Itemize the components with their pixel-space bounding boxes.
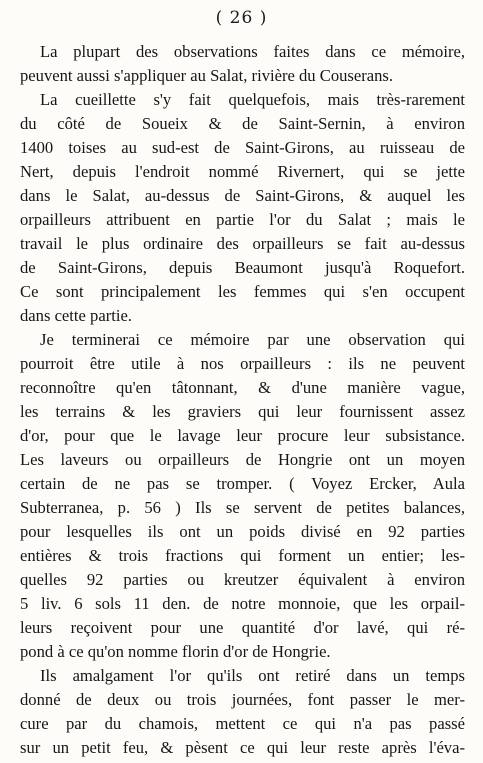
text-line: Je terminerai ce mémoire par une observation qui [40,330,465,349]
text-line: sur un petit feu, & pèsent ce qui leur reste après l'éva- [20,738,465,757]
text-line: dans le Salat, au-dessus de Saint-Girons, & auquel les [20,186,465,205]
text-line: de Saint-Girons, depuis Beaumont jusqu'à Roquefort. [20,258,465,277]
body-text [20,40,465,760]
paragraph-3 [20,328,465,664]
text-line: du côté de Soueix & de Saint-Sernin, à environ [20,114,465,133]
text-line: Ce sont principalement les femmes qui s'en occupent [20,282,465,301]
text-line: quelles 92 parties ou kreutzer équivalent à environ [20,570,465,589]
text-line: La cueillette s'y fait quelquefois, mais très-rarement [40,90,465,109]
text-line: pond à ce qu'on nomme florin d'or de Hongrie. [20,642,331,661]
text-line: Ils amalgament l'or qu'ils ont retiré dans un temps [40,666,465,685]
text-line: pourroit être utile à nos orpailleurs : ils ne peuvent [20,354,465,373]
paragraph-2 [20,88,465,328]
text-line: Subterranea, p. 56 ) Ils se servent de petites balances, [20,498,465,517]
page-number: ( 26 ) [215,8,268,28]
text-line: leurs reçoivent pour une quantité d'or lavé, qui ré- [20,618,465,637]
text-line: Nert, depuis l'endroit nommé Rivernert, qui se jette [20,162,465,181]
text-line: d'or, pour que le lavage leur procure leur subsistance. [20,426,465,445]
text-line: cure par du chamois, mettent ce qui n'a pas passé [20,714,465,733]
text-line: peuvent aussi s'appliquer au Salat, rivière du Couserans. [20,66,394,85]
text-line: travail le plus ordinaire des orpailleurs se fait au-dessus [20,234,465,253]
text-line: donné de deux ou trois journées, font passer le mer- [20,690,465,709]
text-line: dans cette partie. [20,306,132,325]
text-line: entières & trois fractions qui forment un entier; les- [20,546,465,565]
text-line: La plupart des observations faites dans ce mémoire, [40,42,465,61]
paragraph-4 [20,664,465,760]
text-line: 1400 toises au sud-est de Saint-Girons, au ruisseau de [20,138,465,157]
text-line: 5 liv. 6 sols 11 den. de notre monnoie, que les orpail- [20,594,465,613]
text-line: reconnoître qu'en tâtonnant, & d'une manière vague, [20,378,465,397]
text-line: Les laveurs ou orpailleurs de Hongrie ont un moyen [20,450,465,469]
text-line: certain de ne pas se tromper. ( Voyez Ercker, Aula [20,474,465,493]
text-line: pour lesquelles ils ont un poids divisé en 92 parties [20,522,465,541]
text-line: les terrains & les graviers qui leur fournissent assez [20,402,465,421]
paragraph-1 [20,40,465,88]
text-line: orpailleurs attribuent en partie l'or du Salat ; mais le [20,210,465,229]
